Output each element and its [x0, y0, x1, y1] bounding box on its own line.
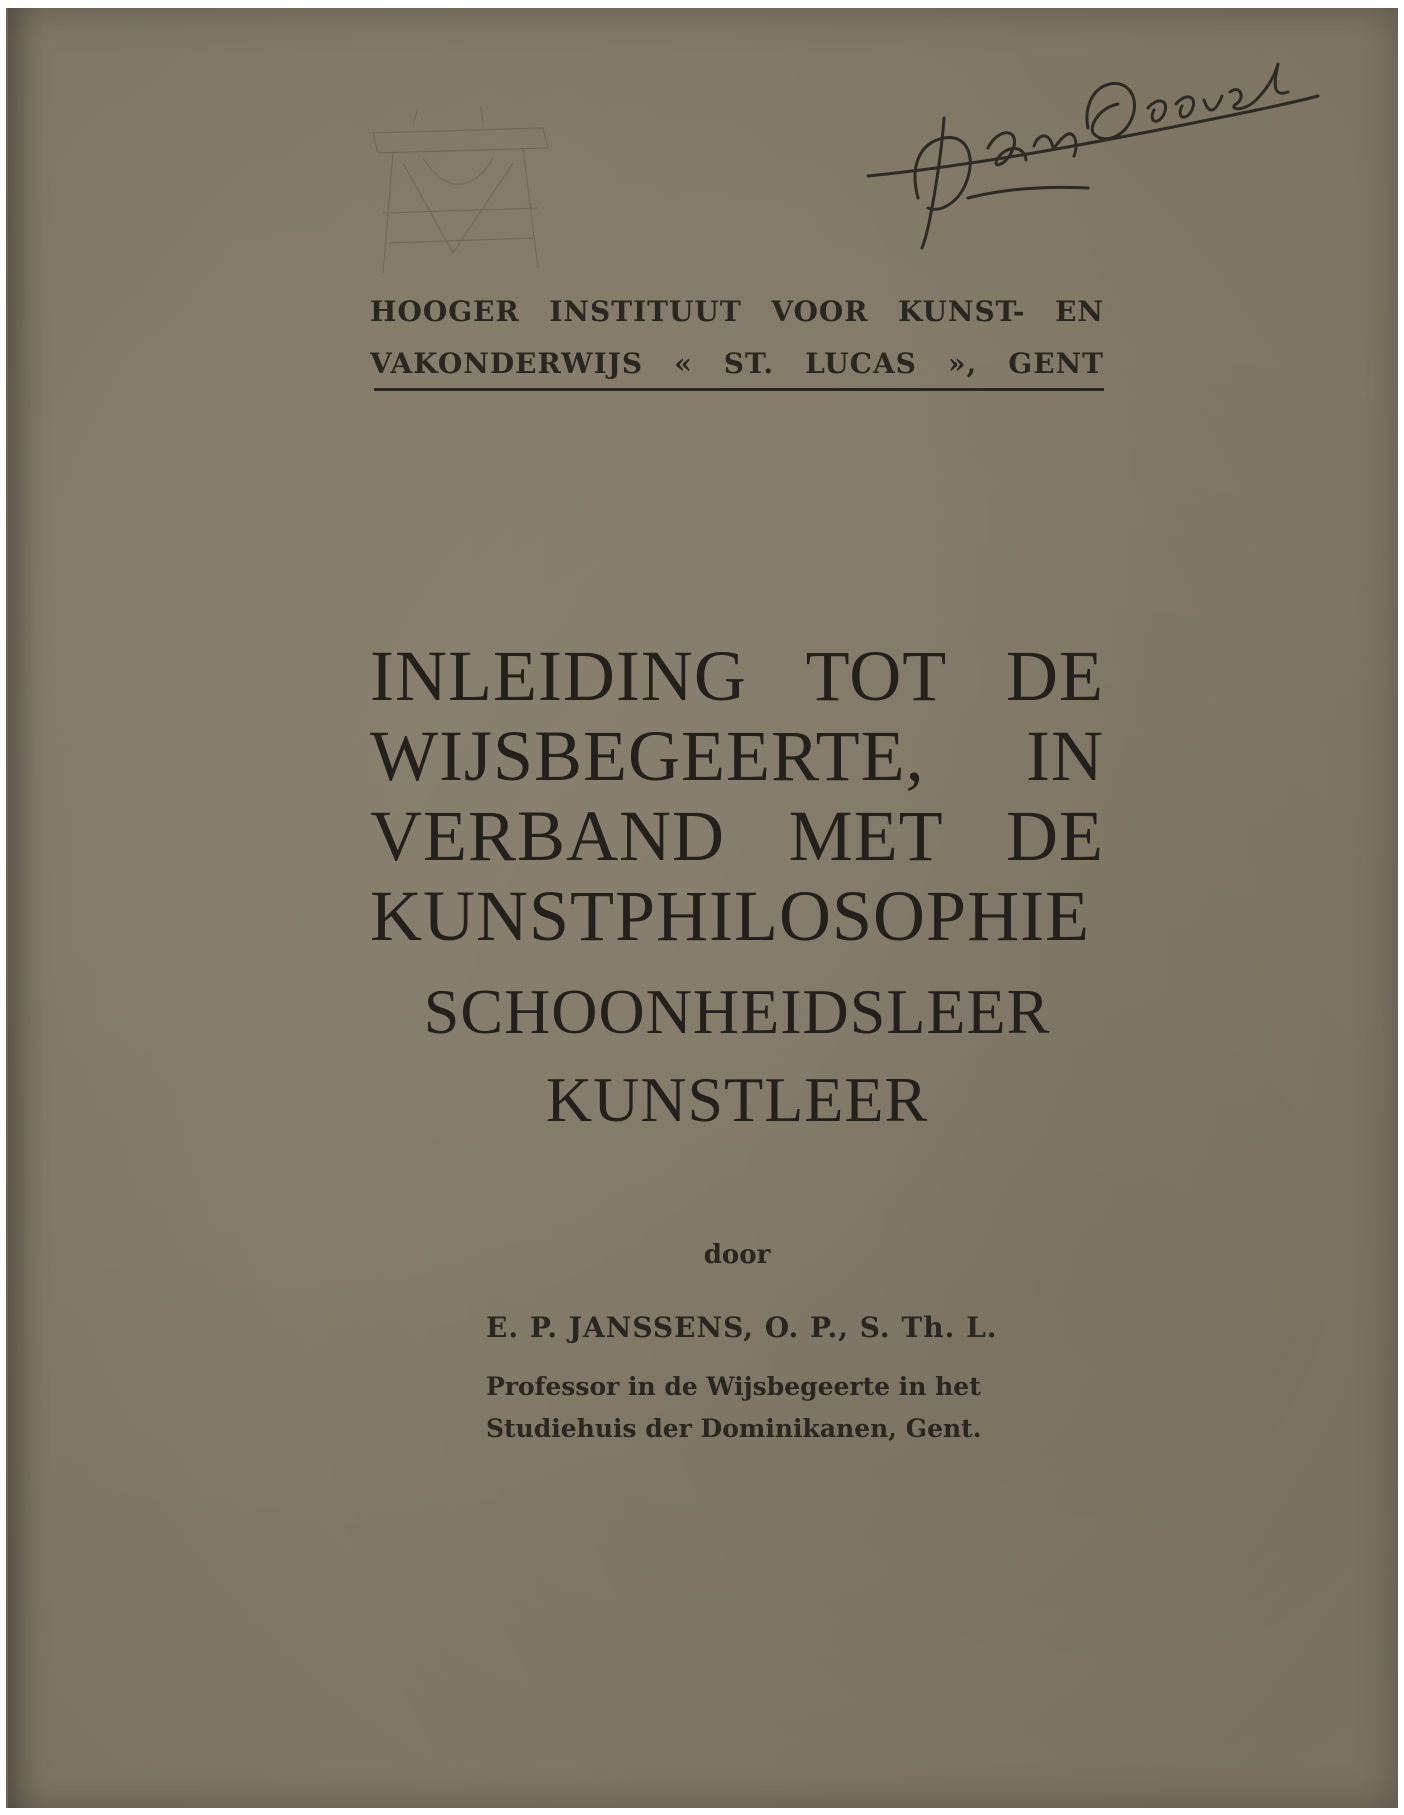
book-subtitle: [370, 968, 1104, 1144]
title-line-2: WIJSBEGEERTE, IN: [370, 716, 1104, 796]
by-line: door: [703, 1240, 771, 1270]
title-line-1: INLEIDING TOT DE: [370, 636, 1104, 716]
affiliation-line-1: Professor in de Wijsbegeerte in het: [486, 1372, 981, 1401]
title-line-4: KUNSTPHILOSOPHIE: [370, 876, 1091, 956]
institute-line-1: HOOGER INSTITUUT VOOR KUNST- EN: [370, 295, 1104, 328]
institute-header: [370, 286, 1104, 390]
header-rule: [374, 388, 1104, 391]
institute-line-2: VAKONDERWIJS « ST. LUCAS », GENT: [370, 347, 1104, 380]
book-title: [370, 636, 1104, 956]
book-spine: [8, 8, 44, 1808]
title-line-3: VERBAND MET DE: [370, 796, 1104, 876]
book-cover: [6, 8, 1398, 1808]
author-block: [486, 1308, 1006, 1450]
handwritten-signature: [848, 48, 1328, 268]
author-affiliation: [486, 1366, 1006, 1450]
author-name: E. P. JANSSENS, O. P., S. Th. L.: [486, 1311, 998, 1344]
subtitle-line-1: SCHOONHEIDSLEER: [423, 976, 1051, 1047]
pencil-sketch-drawing: [363, 103, 563, 283]
subtitle-line-2: KUNSTLEER: [545, 1064, 929, 1135]
affiliation-line-2: Studiehuis der Dominikanen, Gent.: [486, 1414, 982, 1443]
